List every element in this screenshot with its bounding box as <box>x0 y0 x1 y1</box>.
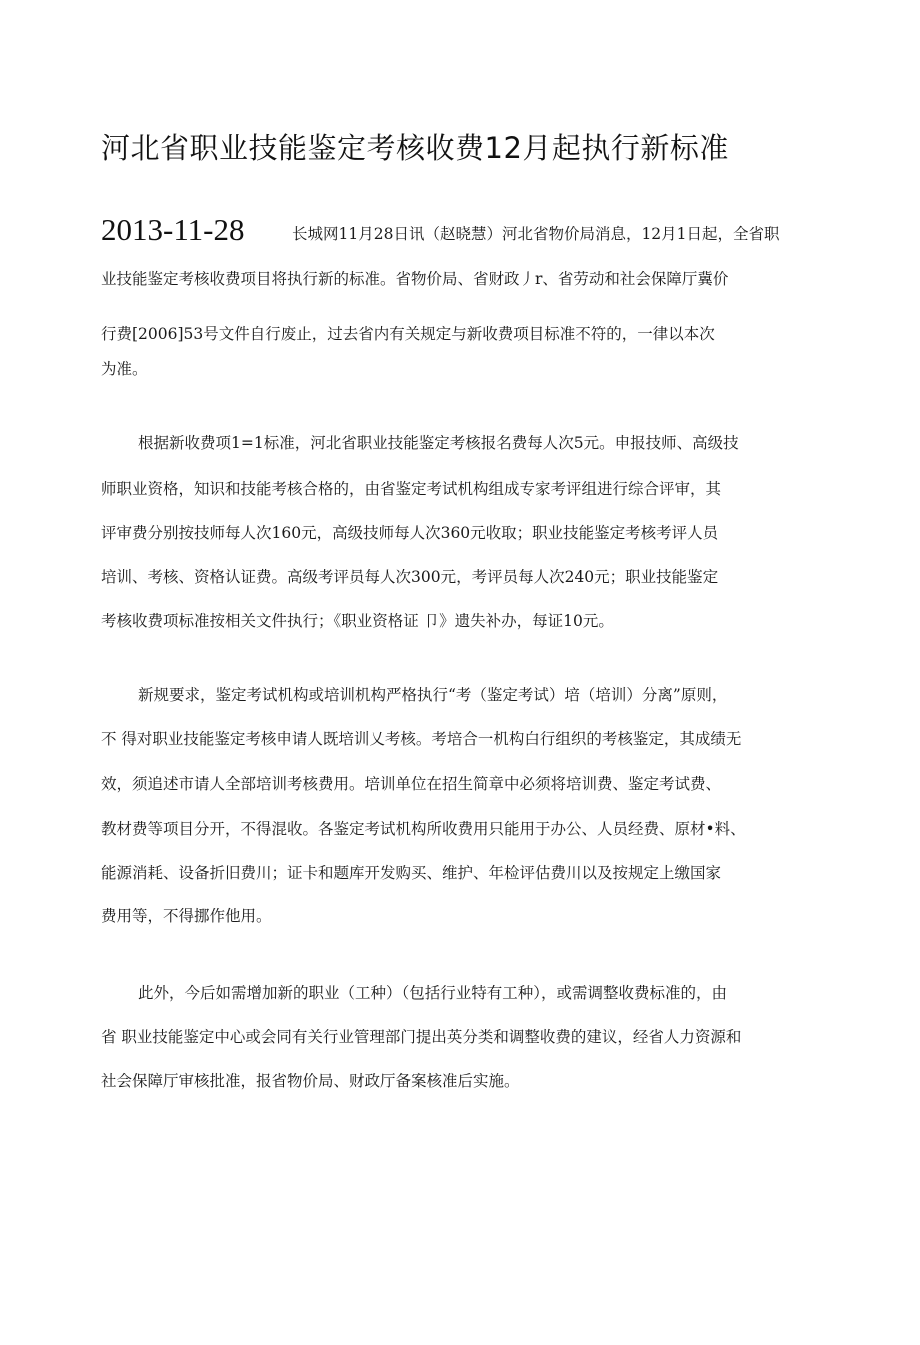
paragraph-4-line-2: 省 职业技能鉴定中心或会同有关行业管理部门提出英分类和调整收费的建议，经省人力资源和 <box>101 1028 742 1046</box>
paragraph-2-line-1: 根据新收费项1=1标准，河北省职业技能鉴定考核报名费每人次5元。申报技师、高级技 <box>138 434 739 452</box>
paragraph-2-line-4: 培训、考核、资格认证费。高级考评员每人次300元，考评员每人次240元；职业技能鉴定 <box>101 568 719 586</box>
paragraph-2-line-3: 评审费分别按技师每人次160元，高级技师每人次360元收取；职业技能鉴定考核考评人员 <box>101 524 719 542</box>
paragraph-3-line-6: 费用等，不得挪作他用。 <box>101 907 272 925</box>
article-title: 河北省职业技能鉴定考核收费12月起执行新标准 <box>101 131 729 165</box>
paragraph-2-line-2: 师职业资格，知识和技能考核合格的，由省鉴定考试机构组成专家考评组进行综合评审，其 <box>101 480 722 498</box>
paragraph-4-line-3: 社会保障厅审核批准，报省物价局、财政厅备案核准后实施。 <box>101 1072 520 1090</box>
paragraph-1-line-3: 行费[2006]53号文件自行废止，过去省内有关规定与新收费项目标准不符的，一律以本次 <box>101 325 715 343</box>
paragraph-3-line-1: 新规要求，鉴定考试机构或培训机构严格执行“考（鉴定考试）培（培训）分离”原则， <box>138 686 728 704</box>
paragraph-1-line-2: 业技能鉴定考核收费项目将执行新的标准。省物价局、省财政丿r、省劳动和社会保障厅冀价 <box>101 270 729 288</box>
article-date: 2013-11-28 <box>101 212 245 247</box>
paragraph-3-line-5: 能源消耗、设备折旧费川；证卡和题库开发购买、维护、年检评估费川以及按规定上缴国家 <box>101 864 722 882</box>
paragraph-4-line-1: 此外，今后如需增加新的职业（工种）（包括行业特有工种），或需调整收费标准的，由 <box>138 984 728 1002</box>
paragraph-2-line-5: 考核收费项标准按相关文件执行；《职业资格证 卩》遗失补办，每证10元。 <box>101 612 614 630</box>
paragraph-3-line-2: 不 得对职业技能鉴定考核申请人既培训乂考核。考培合一机构白行组织的考核鉴定，其成绩无 <box>101 730 742 748</box>
paragraph-3-line-4: 教材费等项目分开，不得混收。各鉴定考试机构所收费用只能用于办公、人员经费、原材•料、 <box>101 820 746 838</box>
paragraph-1-line-1: 长城网11月28日讯（赵晓慧）河北省物价局消息，12月1日起，全省职 <box>292 225 780 243</box>
paragraph-1-line-4: 为准。 <box>101 360 148 378</box>
paragraph-3-line-3: 效，须追述市请人全部培训考核费用。培训单位在招生简章中必须将培训费、鉴定考试费、 <box>101 775 722 793</box>
